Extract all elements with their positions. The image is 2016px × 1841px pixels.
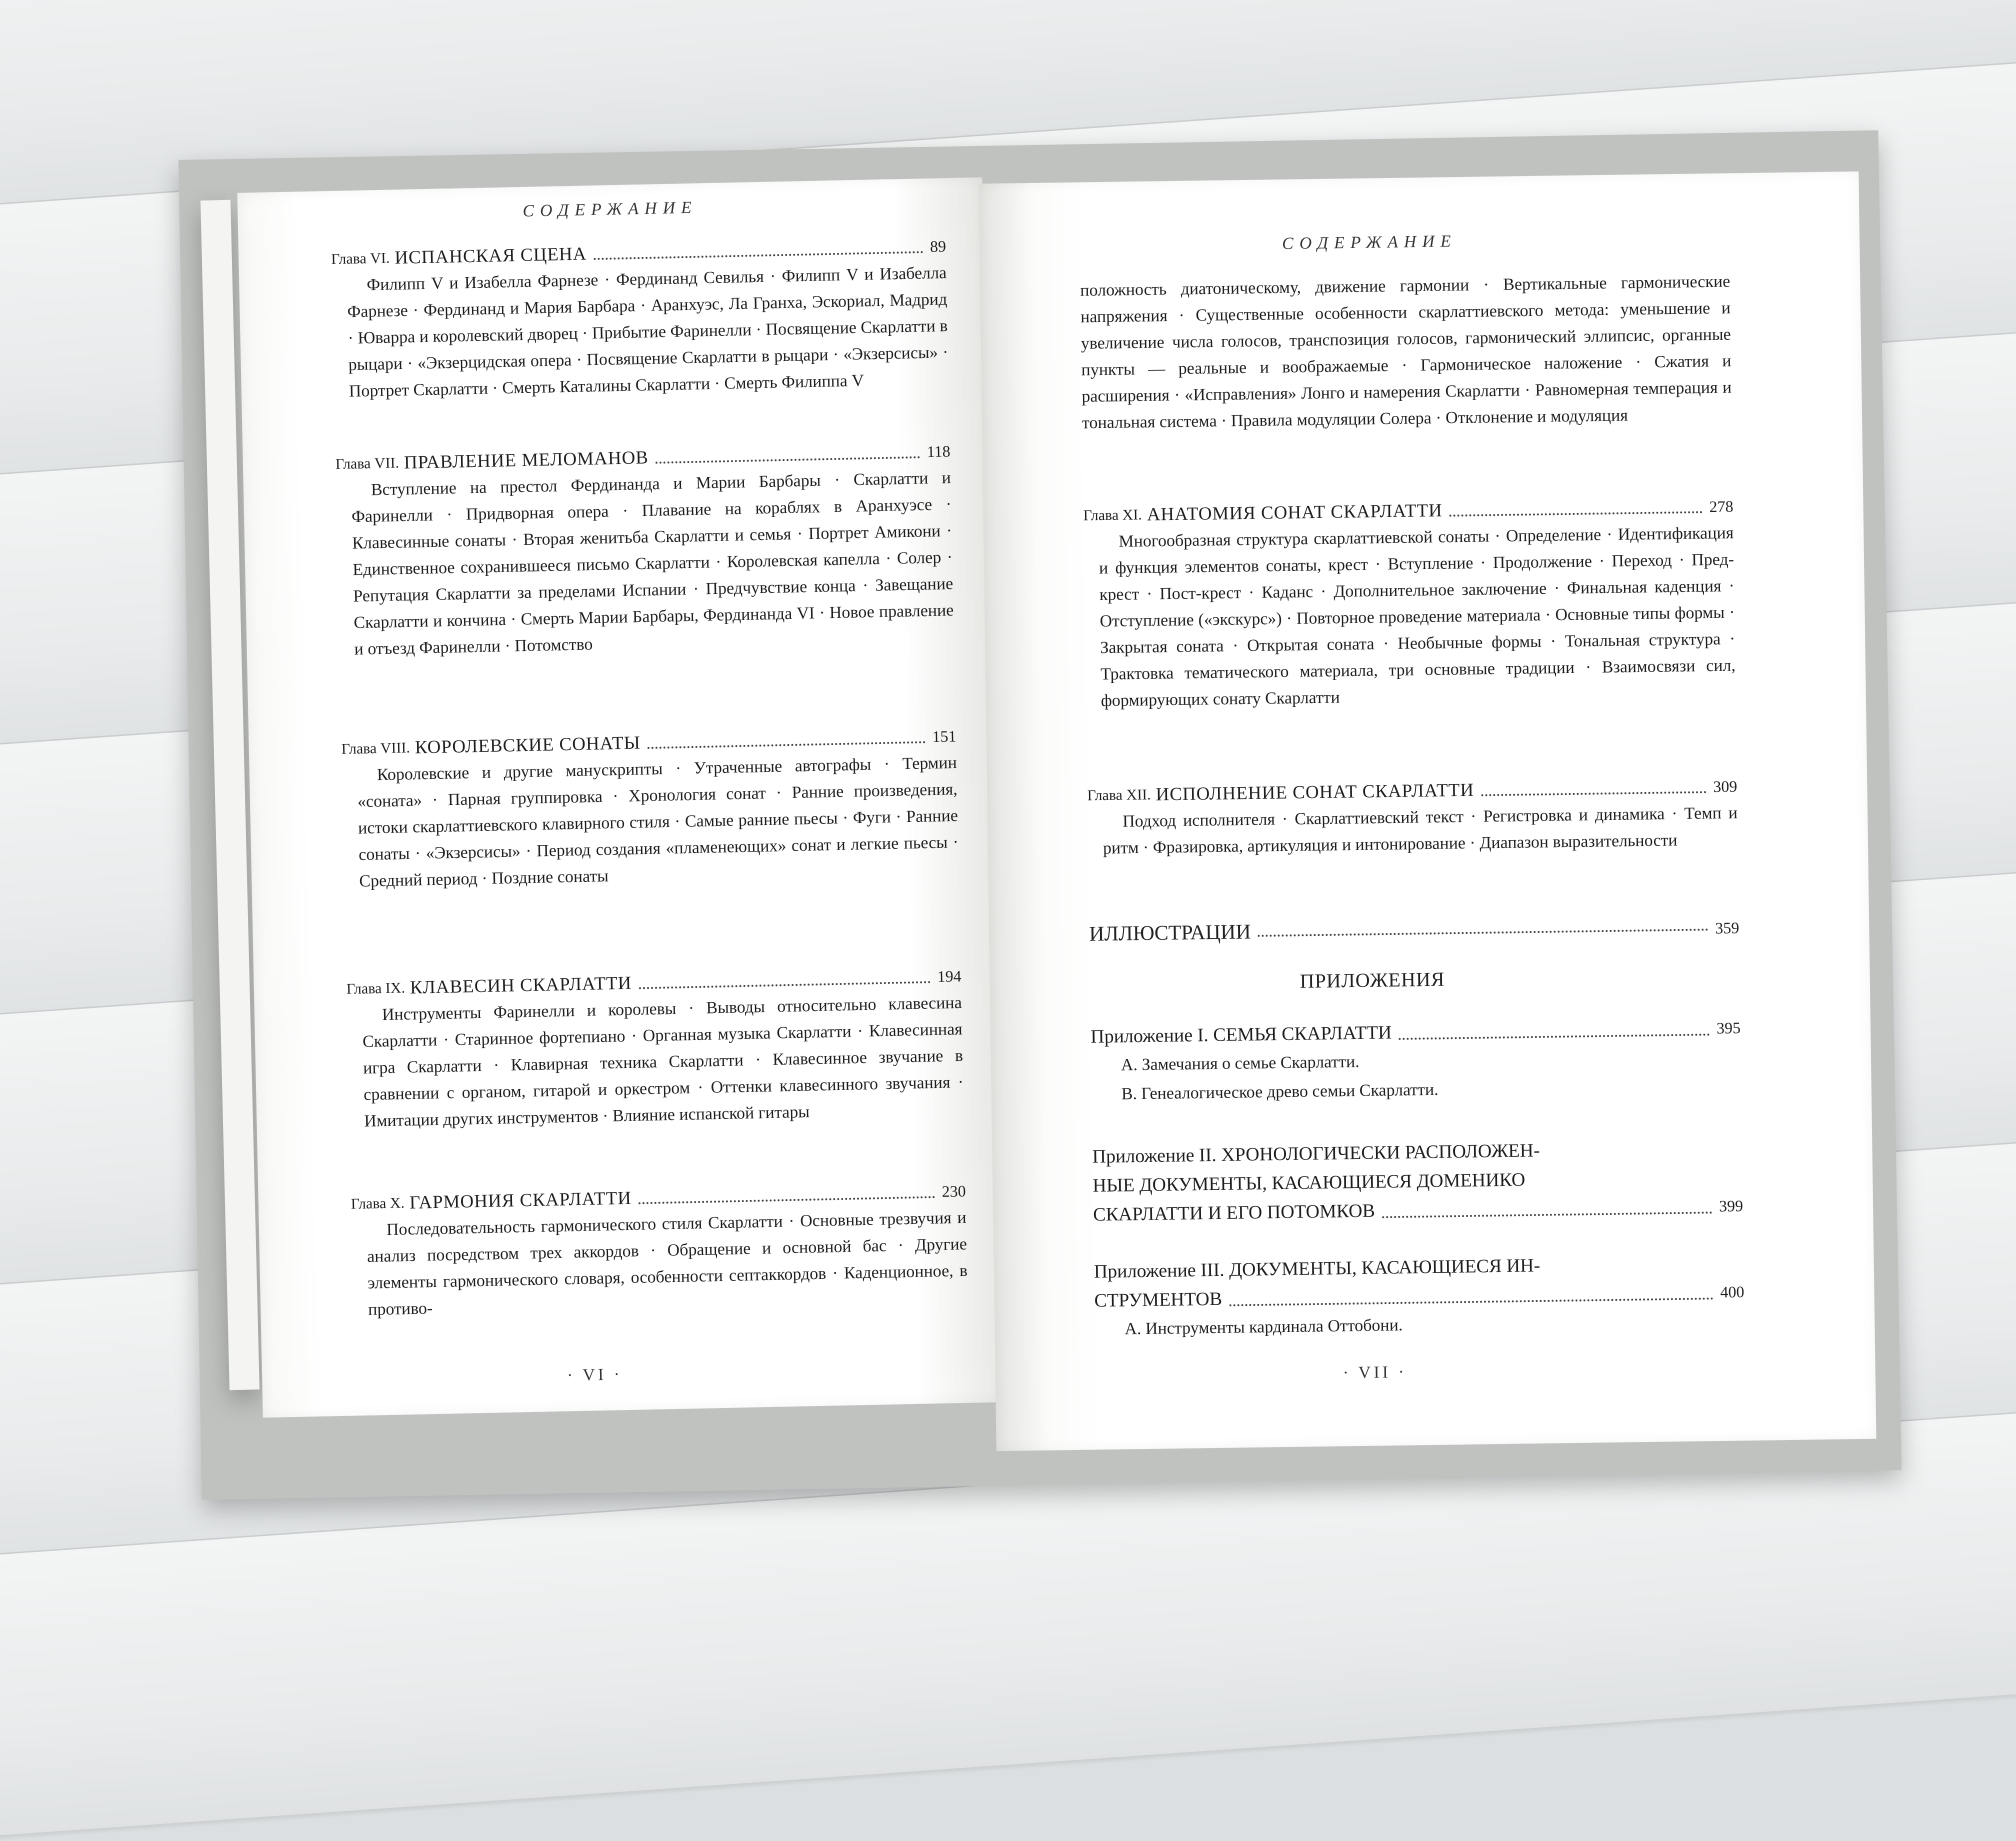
right-page (978, 172, 1876, 1451)
leader-dots (594, 251, 924, 260)
appendix-subitem: А. Инструменты кардинала Оттобони. (1124, 1316, 1403, 1338)
page-number: 399 (1718, 1196, 1744, 1215)
leader-dots (1229, 1298, 1713, 1306)
page-number: 309 (1713, 777, 1738, 796)
toc-entry-ch6 (331, 233, 949, 405)
page-number: 400 (1720, 1282, 1744, 1301)
leader-dots (656, 456, 920, 464)
chapter-summary: Последовательность гармонического стиля Скарлатти · Основные трезвучия и анализ посредством трех аккордов · Обращение и основной бас · Другие элементы гармонического словаря, особенности септаккордов · Каденционное, в противо- (366, 1208, 968, 1319)
chapter-summary: Филипп V и Изабелла Фарнезе · Фердинанд Севилья · Филипп V и Изабелла Фарнезе · Фердинанд и Мария Барбара · Аранхуэс, Ла Гранха, Эскориал, Мадрид · Юварра и королевский дворец · Прибытие Фаринелли · Посвящение Скарлатти в рыцари · «Экзерцидская опера · Посвящение Скарлатти в рыцари · «Экзерсисы» · Портрет Скарлатти · Смерть Каталины Скарлатти · Смерть Филиппа V (347, 264, 948, 401)
appendix-subitem: А. Замечания о семье Скарлатти. (1120, 1052, 1360, 1074)
toc-entry-ch9 (346, 963, 964, 1135)
left-page (238, 178, 1008, 1418)
illustrations-label: ИЛЛЮСТРАЦИИ (1089, 920, 1252, 946)
toc-entry-ch8 (341, 723, 959, 895)
chapter-number: Глава XII. (1087, 786, 1151, 804)
chapter-title: ПРАВЛЕНИЕ МЕЛОМАНОВ (404, 447, 649, 474)
toc-appendix-2 (1092, 1133, 1743, 1229)
leader-dots (1481, 791, 1706, 796)
chapter-number: Глава VI. (330, 250, 390, 268)
toc-continuation (1080, 268, 1732, 436)
chapter-title: АНАТОМИЯ СОНАТ СКАРЛАТТИ (1146, 500, 1443, 525)
appendix-title: Приложение I. СЕМЬЯ СКАРЛАТТИ (1090, 1022, 1392, 1048)
chapter-title: ГАРМОНИЯ СКАРЛАТТИ (409, 1188, 632, 1214)
chapter-number: Глава IX. (346, 980, 406, 998)
toc-appendix-1 (1090, 1013, 1742, 1109)
page-number: 395 (1716, 1018, 1741, 1037)
leader-dots (1450, 511, 1702, 516)
page-number: 230 (942, 1182, 966, 1200)
appendix-title-line: Приложение II. ХРОНОЛОГИЧЕСКИ РАСПОЛОЖЕН- (1092, 1140, 1540, 1168)
chapter-title: КОРОЛЕВСКИЕ СОНАТЫ (414, 732, 641, 758)
toc-entry-ch10 (350, 1178, 968, 1324)
page-number: 359 (1715, 918, 1740, 937)
chapter-summary: Подход исполнителя · Скарлаттиевский текст · Регистровка и динамика · Темп и ритм · Фразировка, артикуляция и интонирование · Диапазон выразительности (1102, 804, 1738, 858)
leader-dots (638, 1196, 935, 1204)
chapter-number: Глава VII. (335, 454, 400, 472)
running-title: СОДЕРЖАНИЕ (522, 198, 698, 220)
leader-dots (1258, 928, 1708, 937)
toc-entry-ch12 (1087, 773, 1738, 862)
chapter-title: ИСПАНСКАЯ СЦЕНА (394, 244, 587, 268)
chapter-summary-continued: положность диатоническому, движение гармонии · Вертикальные гармонические напряжения · Существенные особенности скарлаттиевского метода: уменьшение и увеличение числа голосов, транспозиция голосов, гармонический эллипсис, органные пункты — реальные и воображаемые · Гармоническое наложение · Сжатия и расширения · «Исправления» Лонго и намерения Скарлатти · Равномерная темперация и тональная система · Правила модуляции Солера · Отклонение и модуляция (1080, 272, 1732, 432)
chapter-title: КЛАВЕСИН СКАРЛАТТИ (410, 972, 632, 998)
chapter-title: ИСПОЛНЕНИЕ СОНАТ СКАРЛАТТИ (1156, 780, 1474, 805)
toc-entry-ch11 (1083, 493, 1736, 714)
chapter-summary: Королевские и другие манускрипты · Утраченные автографы · Термин «соната» · Парная группировка · Хронология сонат · Ранние произведения, истоки скарлаттиевского клавирного стиля · Самые ранние пьесы · Фуги · Ранние сонаты · «Экзерсисы» · Период создания «пламенеющих» сонат и легкие пьесы · Средний период · Поздние сонаты (357, 753, 959, 891)
chapter-number: Глава X. (350, 1194, 405, 1212)
page-number: 278 (1709, 497, 1734, 516)
appendix-title-line: Приложение III. ДОКУМЕНТЫ, КАСАЮЩИЕСЯ ИН- (1094, 1254, 1540, 1282)
page-folio: · VII · (1342, 1362, 1408, 1382)
leader-dots (1382, 1212, 1712, 1218)
page-number: 151 (932, 726, 956, 746)
leader-dots (639, 981, 930, 989)
toc-appendix-3 (1094, 1248, 1744, 1344)
appendix-title-line: СКАРЛАТТИ И ЕГО ПОТОМКОВ (1092, 1200, 1376, 1226)
page-number: 118 (926, 442, 951, 461)
leader-dots (1399, 1034, 1710, 1040)
chapter-summary: Инструменты Фаринелли и королевы · Выводы относительно клавесина Скарлатти · Старинное фортепиано · Органная музыка Скарлатти · Клавесинная игра Скарлатти · Клавирная техника Скарлатти · Клавесинное звучание в сравнении с органом, гитарой и оркестром · Оттенки клавесинного звучания · Имитации других инструментов · Влияние испанской гитары (362, 993, 964, 1130)
appendix-subitem: В. Генеалогическое древо семьи Скарлатти. (1121, 1080, 1438, 1104)
appendix-title-line: НЫЕ ДОКУМЕНТЫ, КАСАЮЩИЕСЯ ДОМЕНИКО (1092, 1169, 1526, 1196)
appendices-heading: ПРИЛОЖЕНИЯ (1300, 968, 1445, 992)
chapter-number: Глава VIII. (341, 739, 410, 758)
toc-illustrations (1089, 913, 1740, 946)
toc-entry-ch7 (335, 438, 954, 663)
chapter-number: Глава XI. (1083, 506, 1142, 524)
chapter-summary: Вступление на престол Фердинанда и Марии Барбары · Скарлатти и Фаринелли · Придворная опера · Плавание на кораблях в Аранхуэсе · Клавесинные сонаты · Вторая женитьба Скарлатти и семья · Портрет Амикони · Единственное сохранившееся письмо Скарлатти · Королевская капелла · Солер · Репутация Скарлатти за пределами Испании · Предчувствие конца · Завещание Скарлатти и кончина · Смерть Марии Барбары, Фердинанда VI · Новое правление и отъезд Фаринелли · Потомство (351, 468, 954, 659)
leader-dots (648, 741, 926, 749)
appendix-title-line: СТРУМЕНТОВ (1094, 1288, 1222, 1312)
page-number: 194 (937, 966, 962, 986)
page-number: 89 (930, 237, 946, 256)
page-folio: · VI · (566, 1365, 623, 1385)
running-title: СОДЕРЖАНИЕ (1282, 232, 1457, 253)
chapter-summary: Многообразная структура скарлаттиевской сонаты · Определение · Идентификация и функция элементов сонаты, крест · Вступление · Продолжение · Переход · Пред-крест · Пост-крест · Каданс · Дополнительное заключение · Финальная каденция · Отступление («экскурс») · Повторное проведение материала · Основные типы формы · Закрытая соната · Открытая соната · Необычные формы · Тональная структура · Трактовка тематического материала, три основные традиции · Взаимосвязи сил, формирующих сонату Скарлатти (1098, 524, 1736, 710)
